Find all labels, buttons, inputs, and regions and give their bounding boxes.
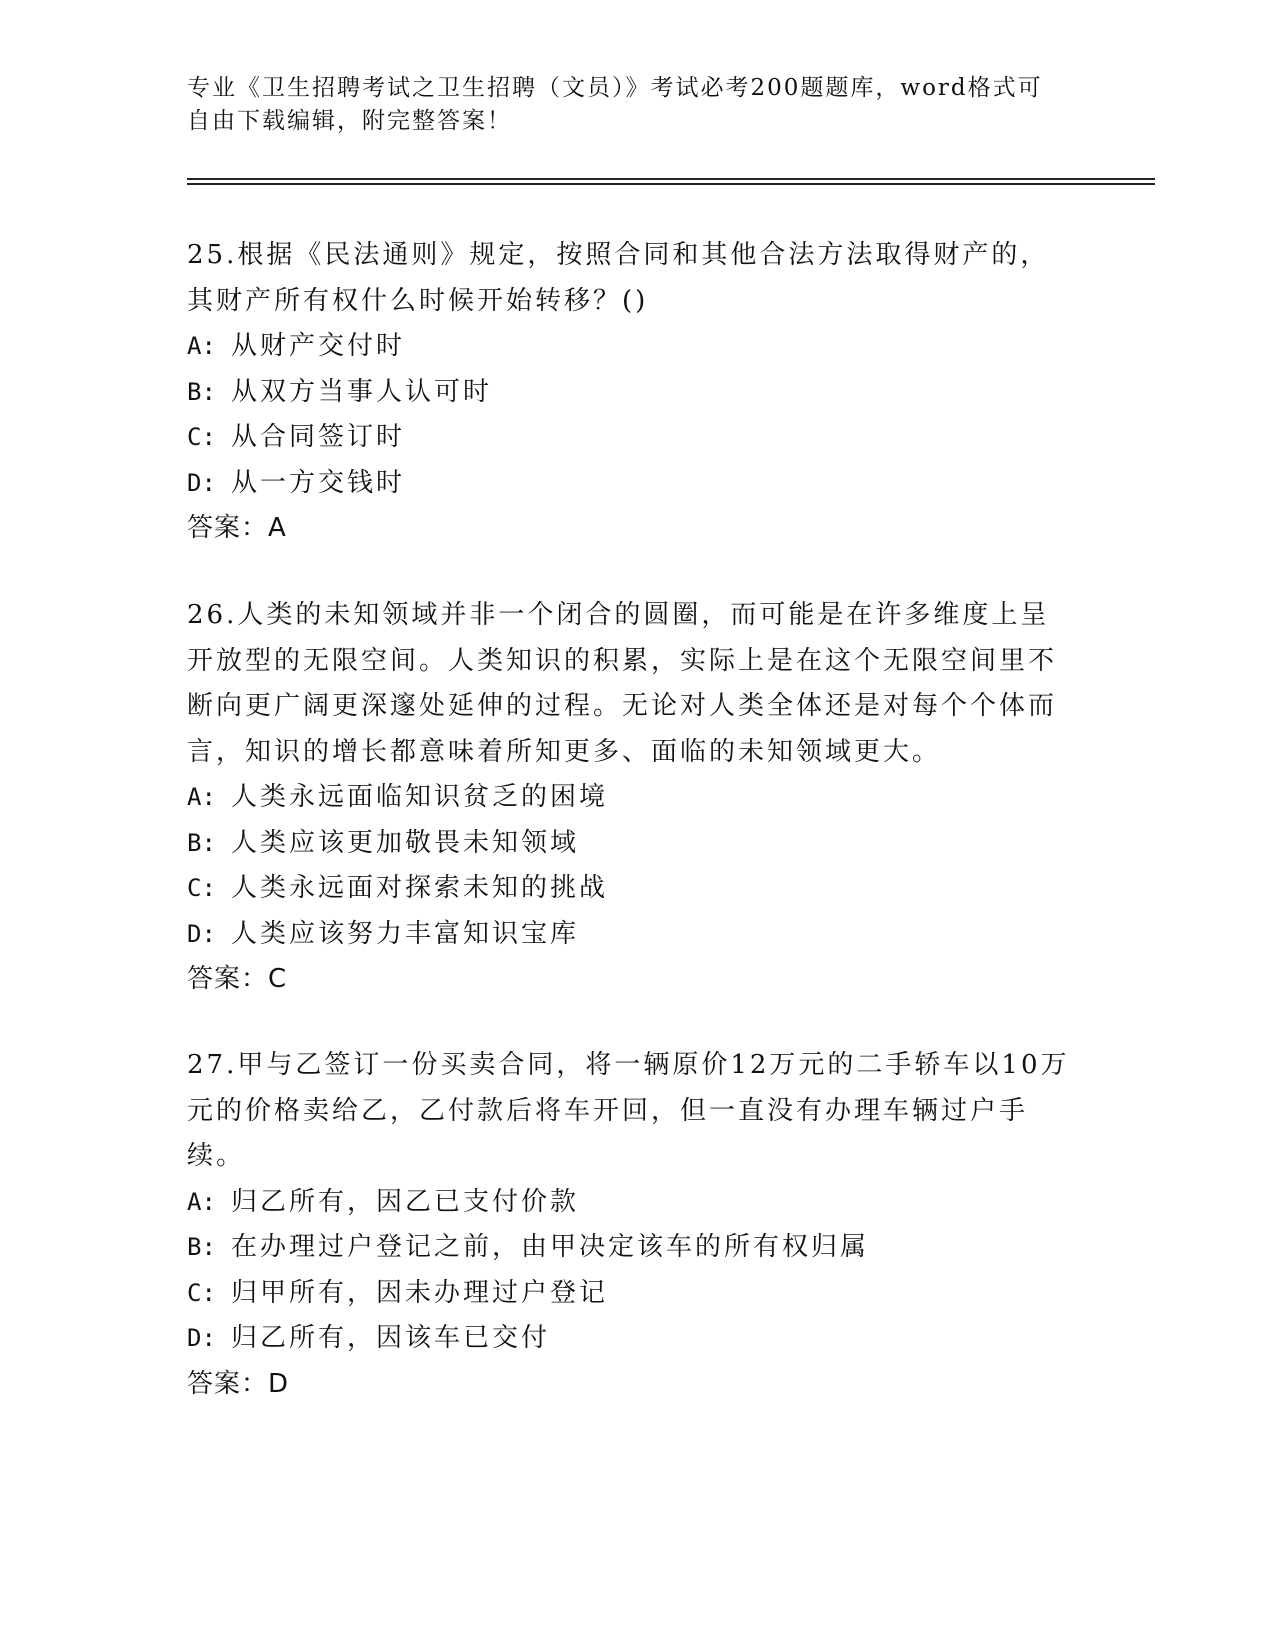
option-d: [187, 912, 1077, 958]
option-letter: D:: [187, 1324, 216, 1352]
option-text: 从合同签订时: [231, 422, 406, 452]
option-text: 从双方当事人认可时: [231, 376, 493, 407]
option-letter: A:: [187, 783, 216, 811]
option-text: 人类永远面对探索未知的挑战: [231, 873, 609, 903]
option-text: 归乙所有，因乙已支付价款: [231, 1186, 580, 1217]
answer-line: 答案：A: [187, 513, 287, 543]
option-b: [187, 370, 1077, 416]
option-letter: C:: [187, 1278, 216, 1307]
option-a: [187, 324, 1077, 370]
option-letter: B:: [187, 828, 216, 857]
question-stem: 27.甲与乙签订一份买卖合同，将一辆原价12万元的二手轿车以10万元的价格卖给乙，乙付款后将车开回，但一直没有办理车辆过户手续。: [187, 1050, 1070, 1171]
option-b: [187, 1225, 1077, 1271]
option-b: [187, 821, 1077, 867]
option-c: [187, 1271, 1077, 1317]
option-letter: D:: [187, 468, 216, 497]
question-stem: 25.根据《民法通则》规定，按照合同和其他合法方法取得财产的，其财产所有权什么时候开始转移？(): [187, 240, 1050, 316]
header-divider-bottom: [187, 183, 1155, 185]
option-letter: A:: [187, 1187, 216, 1216]
option-a: [187, 775, 1077, 821]
option-letter: D:: [187, 919, 216, 948]
option-c: [187, 415, 1077, 461]
option-text: 人类应该努力丰富知识宝库: [231, 918, 580, 949]
option-c: [187, 866, 1077, 912]
option-text: 从一方交钱时: [231, 467, 406, 498]
option-d: [187, 461, 1077, 507]
option-text: 归乙所有，因该车已交付: [231, 1323, 551, 1353]
option-d: [187, 1316, 1077, 1362]
option-text: 在办理过户登记之前，由甲决定该车的所有权归属: [231, 1232, 870, 1262]
option-letter: C:: [187, 423, 216, 451]
option-text: 从财产交付时: [231, 331, 406, 361]
document-header: 专业《卫生招聘考试之卫生招聘（文员）》考试必考200题题库，word格式可自由下载编辑，附完整答案！: [187, 75, 1043, 134]
question-stem: 26.人类的未知领域并非一个闭合的圆圈，而可能是在许多维度上呈开放型的无限空间。人类知识的积累，实际上是在这个无限空间里不断向更广阔更深邃处延伸的过程。无论对人类全体还是对每个个体而言，知识的增长都意味着所知更多、面临的未知领域更大。: [187, 600, 1058, 767]
option-letter: B:: [187, 1233, 216, 1261]
option-text: 人类永远面临知识贫乏的困境: [231, 782, 609, 812]
option-letter: A:: [187, 332, 216, 360]
answer-line: 答案：C: [187, 964, 288, 994]
question-26: [187, 593, 1077, 1003]
option-text: 归甲所有，因未办理过户登记: [231, 1277, 609, 1308]
question-27: [187, 1043, 1077, 1407]
option-letter: C:: [187, 874, 216, 902]
option-text: 人类应该更加敬畏未知领域: [231, 827, 580, 858]
header-divider-top: [187, 178, 1155, 180]
option-letter: B:: [187, 377, 216, 406]
option-a: [187, 1180, 1077, 1226]
answer-line: 答案：D: [187, 1368, 290, 1399]
question-25: [187, 233, 1077, 552]
